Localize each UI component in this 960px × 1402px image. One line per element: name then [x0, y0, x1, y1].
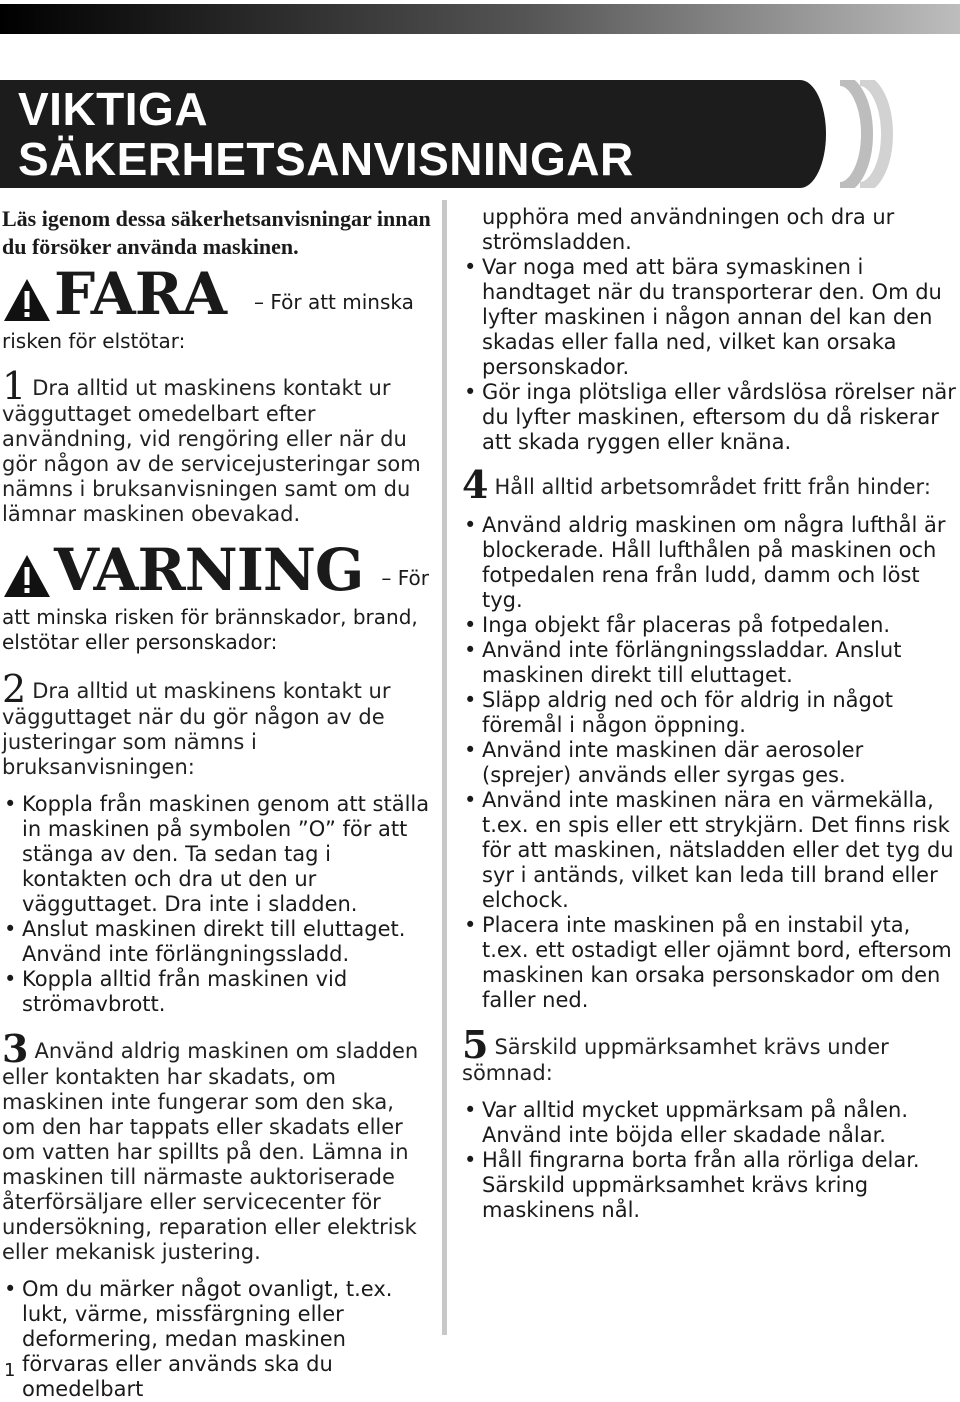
item-text: Särskild uppmärksamhet krävs under sömnad: — [462, 1035, 889, 1085]
safety-item-3 — [2, 1026, 432, 1265]
list-item: • Gör inga plötsliga eller vårdslösa rörelser när du lyfter maskinen, eftersom du då riskerar att skada ryggen eller knäna. — [464, 380, 956, 454]
safety-item-2 — [2, 667, 432, 780]
danger-heading: FARA — [54, 260, 226, 328]
list-item: • Anslut maskinen direkt till eluttaget. Använd inte förlängningssladd. — [4, 917, 406, 966]
list-item: • Håll fingrarna borta från alla rörliga delar. Särskild uppmärksamhet krävs kring maskinens nål. — [464, 1148, 920, 1222]
top-gradient-bar — [0, 4, 960, 34]
safety-item-4 — [462, 462, 957, 507]
intro-text: Läs igenom dessa säkerhetsanvisningar innan du försöker använda maskinen. — [2, 206, 431, 259]
warning-dash-text: – För — [381, 566, 430, 590]
item-text: Håll alltid arbetsområdet fritt från hinder: — [494, 475, 931, 499]
item-number: 2 — [2, 667, 27, 711]
page-number: 1 — [4, 1360, 16, 1381]
warning-triangle-icon — [2, 553, 52, 599]
list-item: • Använd inte förlängningssladdar. Anslut maskinen direkt till eluttaget. — [464, 638, 902, 687]
page-title-line-2: SÄKERHETSANVISNINGAR — [18, 133, 634, 185]
danger-continuation: risken för elstötar: — [2, 329, 186, 353]
danger-dash-text: – För att minska — [253, 290, 414, 314]
item-5-bullets — [462, 1098, 957, 1223]
item-number: 5 — [462, 1022, 489, 1067]
list-item: • Inga objekt får placeras på fotpedalen. — [464, 613, 891, 637]
warning-heading: VARNING — [54, 536, 364, 604]
item-3-bullets-continued — [462, 255, 957, 455]
page-title-line-1: VIKTIGA — [18, 83, 209, 135]
list-item: • Var noga med att bära symaskinen i handtaget när du transporterar den. Om du lyfter maskinen i någon annan del kan den skadas eller falla ned, vilket kan orsaka personskador. — [464, 255, 942, 379]
title-banner — [0, 80, 960, 188]
item-4-bullets — [462, 513, 957, 1013]
page-title — [18, 84, 634, 184]
list-item: • Placera inte maskinen på en instabil yta, t.ex. ett ostadigt eller ojämnt bord, eftersom maskinen kan orsaka personskador om den faller ned. — [464, 913, 952, 1012]
item-text: Dra alltid ut maskinens kontakt ur vägguttaget omedelbart efter användning, vid rengöring eller när du gör någon av de servicejusteringar som nämns i bruksanvisningen samt om du lämnar maskinen obevakad. — [2, 376, 421, 526]
item-number: 4 — [462, 462, 489, 507]
warning-continuation: att minska risken för brännskador, brand, elstötar eller personskador: — [2, 605, 418, 654]
item-2-bullets — [2, 792, 432, 1017]
warning-section — [2, 536, 432, 655]
left-column — [2, 205, 432, 1402]
list-item: • Koppla från maskinen genom att ställa in maskinen på symbolen ”O” för att stänga av den. Ta sedan tag i kontakten och dra ut den ur vägguttaget. Dra inte i sladden. — [4, 792, 430, 916]
bullet-continuation: upphöra med användningen och dra ur strömsladden. — [482, 205, 895, 254]
list-item: • Var alltid mycket uppmärksam på nålen. Använd inte böjda eller skadade nålar. — [464, 1098, 909, 1147]
item-number: 3 — [2, 1026, 29, 1071]
safety-item-5 — [462, 1022, 957, 1086]
list-item: • Använd aldrig maskinen om några lufthål är blockerade. Håll lufthålen på maskinen och fotpedalen rena från ludd, damm och löst tyg. — [464, 513, 946, 612]
list-item: • Släpp aldrig ned och för aldrig in något föremål i någon öppning. — [464, 688, 893, 737]
column-divider — [442, 200, 447, 1335]
list-item: • Använd inte maskinen där aerosoler (sprejer) används eller syrgas ges. — [464, 738, 864, 787]
item-text: Dra alltid ut maskinens kontakt ur vägguttaget när du gör någon av de justeringar som nämns i bruksanvisningen: — [2, 679, 391, 779]
list-item: • Använd inte maskinen nära en värmekälla, t.ex. en spis eller ett strykjärn. Det finns risk för att maskinen, nätsladden eller det tyg du syr i antänds, vilket kan leda till brand eller elchock. — [464, 788, 954, 912]
list-item: • Koppla alltid från maskinen vid strömavbrott. — [4, 967, 348, 1016]
list-item: • Om du märker något ovanligt, t.ex. lukt, värme, missfärgning eller deformering, medan maskinen förvaras eller används ska du omedelbart — [4, 1277, 393, 1401]
safety-item-1 — [2, 364, 432, 527]
danger-section — [2, 260, 432, 354]
right-column — [462, 205, 957, 1223]
item-number: 1 — [2, 364, 27, 408]
item-text: Använd aldrig maskinen om sladden eller kontakten har skadats, om maskinen inte fungerar som den ska, om den har tappats eller skadats eller om vatten har spillts på den. Lämna in maskinen till närmaste auktoriserade återförsäljare eller servicecenter för undersökning, reparation eller elektrisk eller mekanisk justering. — [2, 1039, 419, 1264]
warning-triangle-icon — [2, 277, 52, 323]
item-3-bullets — [2, 1277, 432, 1402]
